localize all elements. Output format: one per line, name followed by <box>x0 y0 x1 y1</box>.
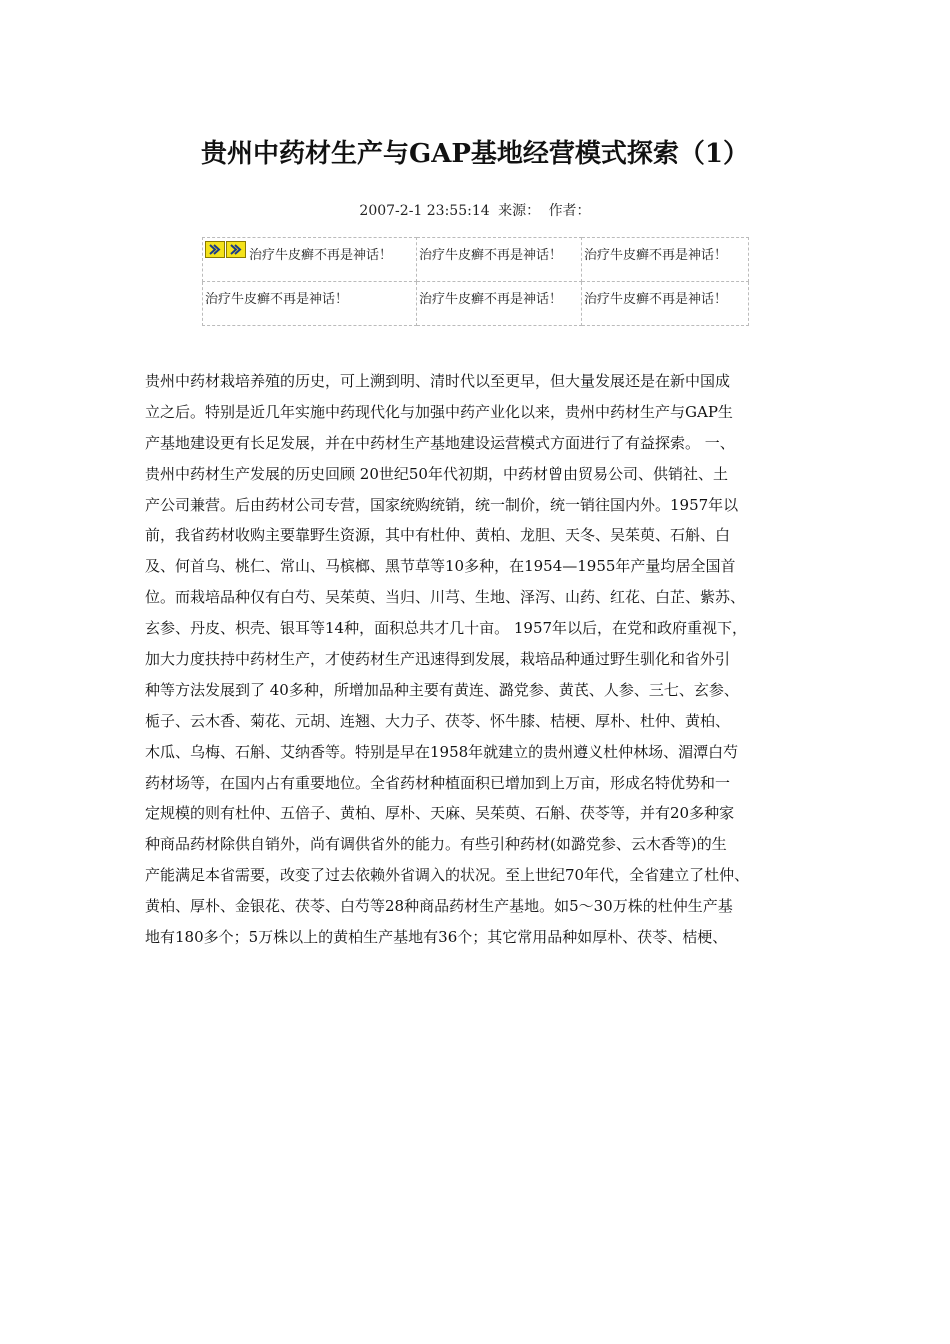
body-line: 栀子、云木香、菊花、元胡、连翘、大力子、茯苓、怀牛膝、桔梗、厚朴、杜仲、黄柏、 <box>145 711 731 730</box>
body-line: 位。而栽培品种仅有白芍、吴茱萸、当归、川芎、生地、泽泻、山药、红花、白芷、紫苏、 <box>145 588 746 607</box>
ad-link[interactable]: 治疗牛皮癣不再是神话！ <box>419 292 563 307</box>
author-label: 作者： <box>548 203 591 219</box>
body-line: 定规模的则有杜仲、五倍子、黄柏、厚朴、天麻、吴茱萸、石斛、茯苓等，并有20多种家 <box>145 804 735 823</box>
body-line: 种商品药材除供自销外，尚有调供省外的能力。有些引种药材(如潞党参、云木香等)的生 <box>145 835 727 854</box>
ad-link[interactable]: 治疗牛皮癣不再是神话！ <box>249 248 393 263</box>
body-line: 贵州中药材生产发展的历史回顾 20世纪50年代初期，中药材曾由贸易公司、供销社、土 <box>145 464 728 483</box>
source-label: 来源： <box>498 203 541 219</box>
arrow-icons <box>205 241 247 262</box>
arrow-right-icon <box>226 241 246 258</box>
body-line: 地有180多个；5万株以上的黄柏生产基地有36个；其它常用品种如厚朴、茯苓、桔梗、 <box>145 928 728 947</box>
publish-datetime: 2007-2-1 23:55:14 <box>359 203 490 219</box>
ad-cell[interactable] <box>582 238 749 282</box>
ad-row <box>203 282 749 326</box>
ad-links-table <box>202 237 749 326</box>
article-body <box>145 366 825 953</box>
page-title: 贵州中药材生产与GAP基地经营模式探索（1） <box>200 139 750 169</box>
ad-link[interactable]: 治疗牛皮癣不再是神话！ <box>419 248 563 263</box>
body-line: 玄参、丹皮、枳壳、银耳等14种，面积总共才几十亩。 1957年以后，在党和政府重视下， <box>145 619 748 638</box>
body-line: 药材场等，在国内占有重要地位。全省药材种植面积已增加到上万亩，形成名特优势和一 <box>145 773 731 792</box>
ad-cell[interactable] <box>582 282 749 326</box>
arrow-right-icon <box>205 241 225 258</box>
body-line: 种等方法发展到了 40多种，所增加品种主要有黄连、潞党参、黄芪、人参、三七、玄参、 <box>145 680 739 699</box>
body-line: 贵州中药材栽培养殖的历史，可上溯到明、清时代以至更早，但大量发展还是在新中国成 <box>145 372 731 390</box>
body-line: 加大力度扶持中药材生产，才使药材生产迅速得到发展，栽培品种通过野生驯化和省外引 <box>145 650 731 669</box>
ad-link[interactable]: 治疗牛皮癣不再是神话！ <box>584 292 728 307</box>
body-line: 产公司兼营。后由药材公司专营，国家统购统销，统一制价，统一销往国内外。1957年以 <box>145 495 739 514</box>
ad-row <box>203 238 749 282</box>
ad-link[interactable]: 治疗牛皮癣不再是神话！ <box>205 292 349 307</box>
ad-cell[interactable] <box>203 282 417 326</box>
ad-link[interactable]: 治疗牛皮癣不再是神话！ <box>584 248 728 263</box>
body-line: 及、何首乌、桃仁、常山、马槟榔、黑节草等10多种，在1954—1955年产量均居全国首 <box>145 557 736 576</box>
body-line: 产基地建设更有长足发展，并在中药材生产基地建设运营模式方面进行了有益探索。 一、 <box>145 433 735 452</box>
body-line: 前，我省药材收购主要靠野生资源，其中有杜仲、黄柏、龙胆、天冬、吴茱萸、石斛、白 <box>145 526 731 545</box>
body-line: 黄柏、厚朴、金银花、茯苓、白芍等28种商品药材生产基地。如5～30万株的杜仲生产基 <box>145 897 733 916</box>
ad-cell[interactable] <box>417 282 582 326</box>
body-line: 产能满足本省需要，改变了过去依赖外省调入的状况。至上世纪70年代，全省建立了杜仲、 <box>145 866 750 885</box>
ad-cell[interactable] <box>203 238 417 282</box>
body-line: 木瓜、乌梅、石斛、艾纳香等。特别是早在1958年就建立的贵州遵义杜仲林场、湄潭白芍 <box>145 742 739 761</box>
ad-cell[interactable] <box>417 238 582 282</box>
body-line: 立之后。特别是近几年实施中药现代化与加强中药产业化以来，贵州中药材生产与GAP生 <box>145 402 733 421</box>
article-meta <box>0 202 950 220</box>
